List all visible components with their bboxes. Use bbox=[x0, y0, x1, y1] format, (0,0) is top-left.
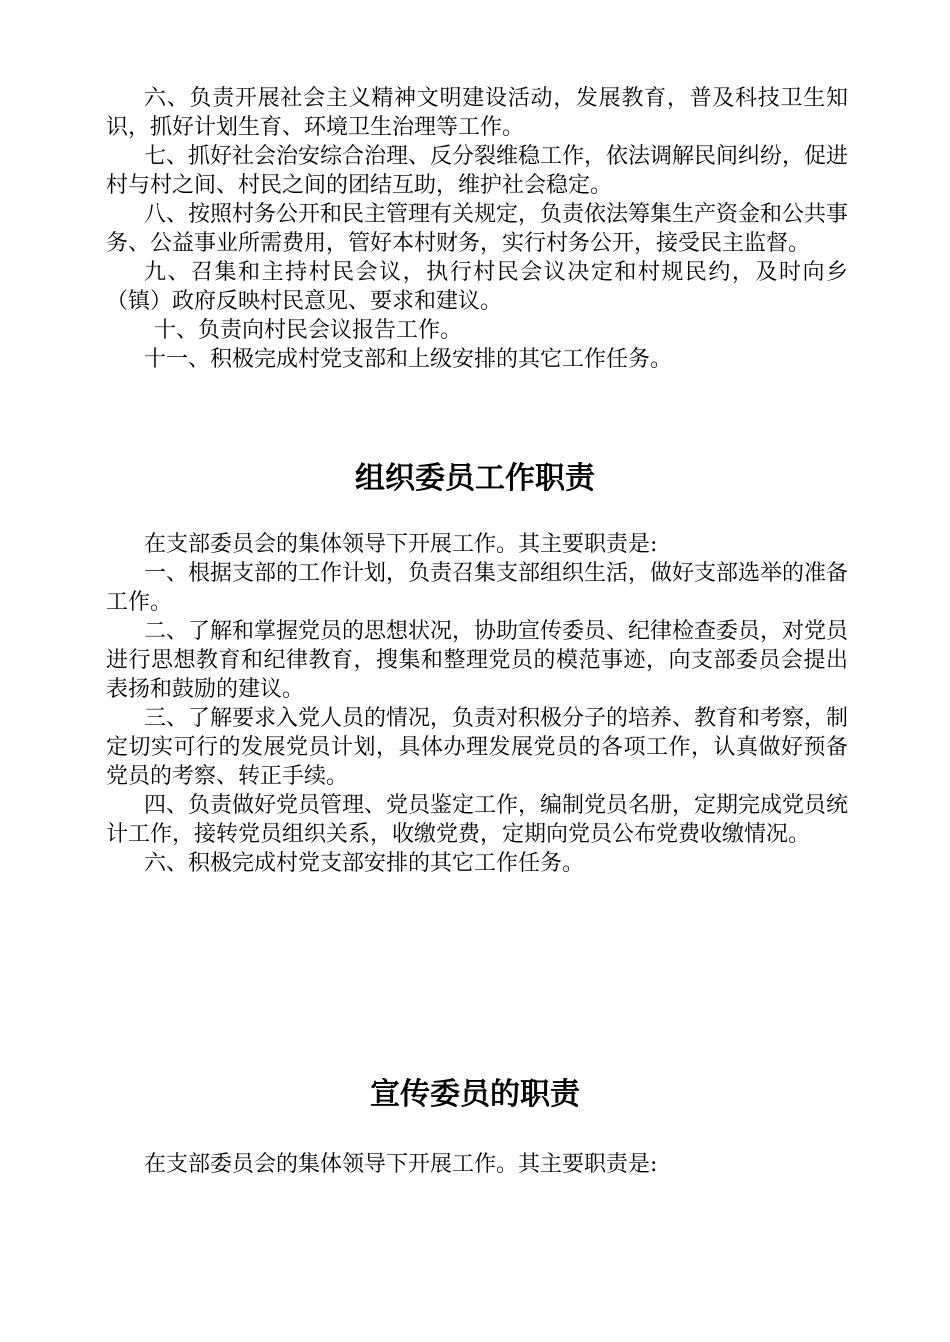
paragraph: 一、根据支部的工作计划，负责召集支部组织生活，做好支部选举的准备工作。 bbox=[106, 561, 849, 615]
paragraph: 九、召集和主持村民会议，执行村民会议决定和村规民约，及时向乡（镇）政府反映村民意见、要求和建议。 bbox=[106, 260, 848, 314]
paragraph: 三、了解要求入党人员的情况，负责对积极分子的培养、教育和考察，制定切实可行的发展党员计划，具体办理发展党员的各项工作，认真做好预备党员的考察、转正手续。 bbox=[106, 706, 849, 789]
village-duties-continued bbox=[106, 84, 848, 374]
paragraph: 八、按照村务公开和民主管理有关规定，负责依法筹集生产资金和公共事务、公益事业所需费用，管好本村财务，实行村务公开，接受民主监督。 bbox=[106, 202, 849, 256]
paragraph: 六、负责开展社会主义精神文明建设活动，发展教育，普及科技卫生知识，抓好计划生育、环境卫生治理等工作。 bbox=[106, 86, 848, 140]
org-committee-duties bbox=[106, 530, 848, 878]
org-committee-title: 组织委员工作职责 bbox=[355, 461, 595, 496]
paragraph: 七、抓好社会治安综合治理、反分裂维稳工作，依法调解民间纠纷，促进村与村之间、村民之间的团结互助，维护社会稳定。 bbox=[106, 144, 849, 198]
paragraph: 十一、积极完成村党支部和上级安排的其它工作任务。 bbox=[144, 347, 673, 372]
paragraph: 在支部委员会的集体领导下开展工作。其主要职责是: bbox=[144, 1152, 658, 1177]
paragraph: 在支部委员会的集体领导下开展工作。其主要职责是: bbox=[144, 532, 658, 557]
propaganda-committee-title: 宣传委员的职责 bbox=[370, 1077, 580, 1112]
propaganda-committee-duties bbox=[106, 1150, 848, 1179]
paragraph: 四、负责做好党员管理、党员鉴定工作，编制党员名册，定期完成党员统计工作，接转党员组织关系，收缴党费，定期向党员公布党费收缴情况。 bbox=[106, 793, 849, 847]
paragraph: 十、负责向村民会议报告工作。 bbox=[154, 318, 463, 343]
paragraph: 六、积极完成村党支部安排的其它工作任务。 bbox=[144, 851, 585, 876]
paragraph: 二、了解和掌握党员的思想状况，协助宣传委员、纪律检查委员，对党员进行思想教育和纪律教育，搜集和整理党员的模范事迹，向支部委员会提出表扬和鼓励的建议。 bbox=[106, 619, 849, 702]
